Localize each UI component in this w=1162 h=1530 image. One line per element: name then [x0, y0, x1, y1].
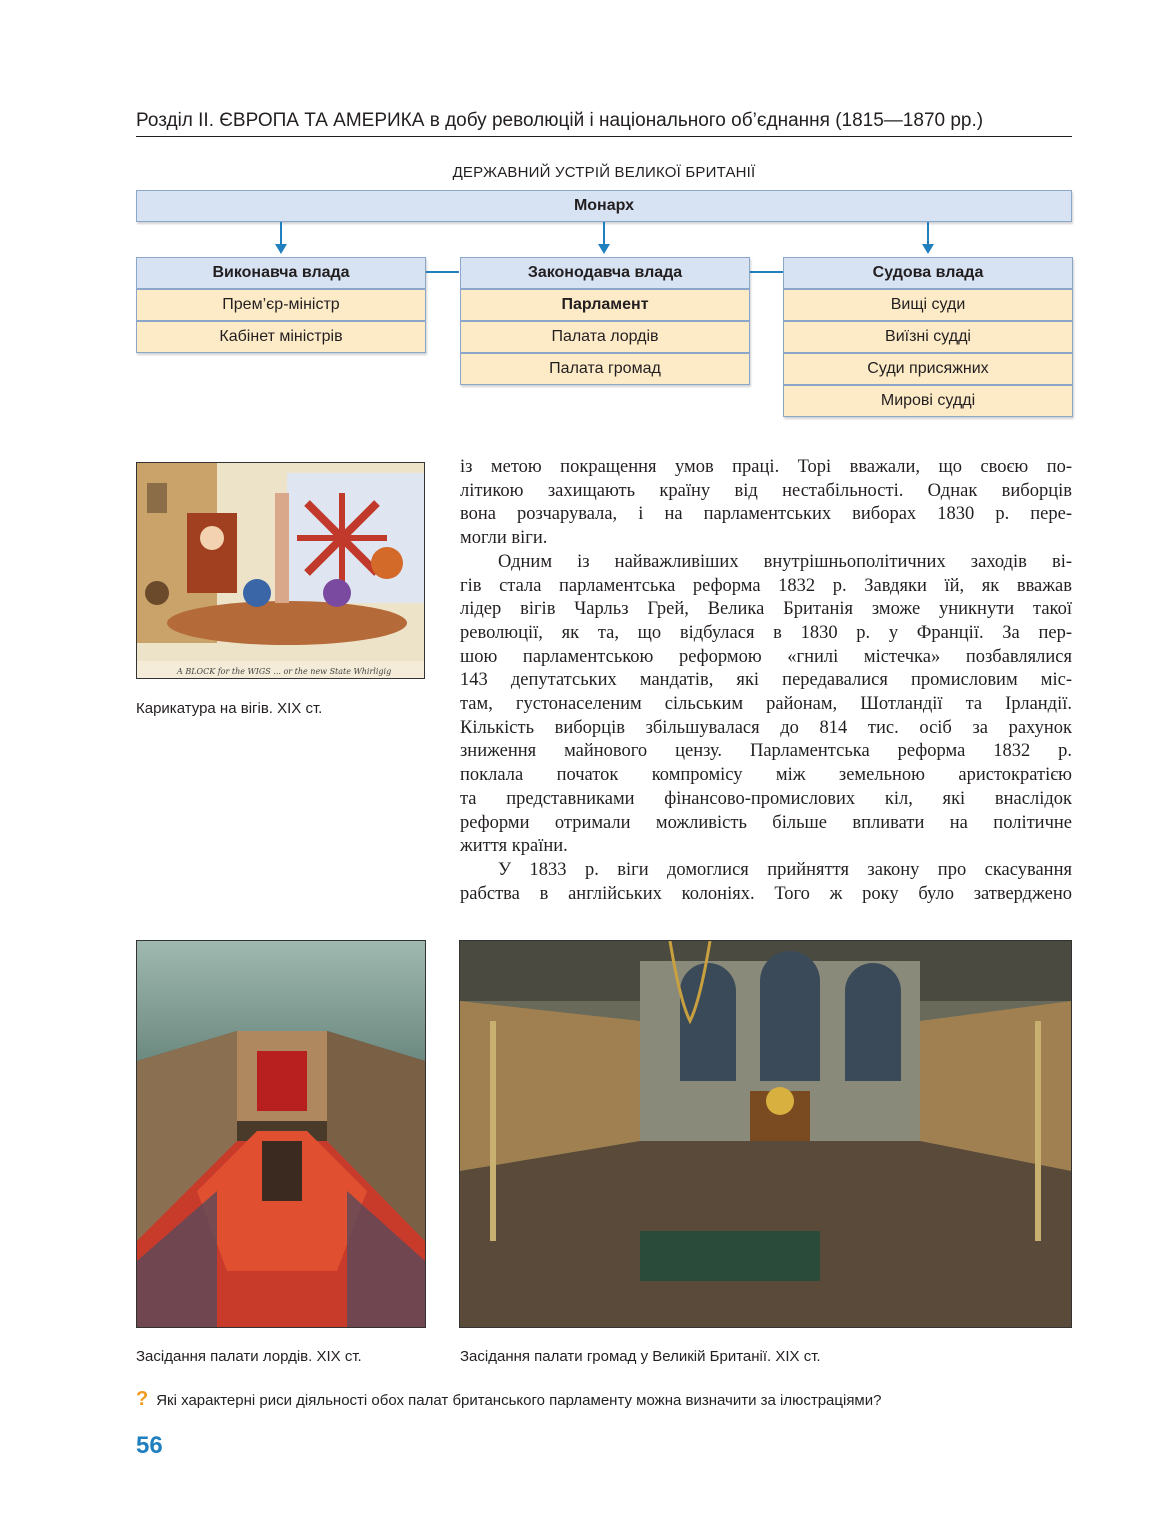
- question: [136, 1388, 1096, 1411]
- judicial-item: Суди присяжних: [783, 353, 1073, 385]
- executive-title: Виконавча влада: [136, 257, 426, 289]
- text-line: рабства в англійських колоніях. Того ж року було затверджено: [460, 883, 1072, 904]
- executive-item: Кабінет міністрів: [136, 321, 426, 353]
- arrow-judicial-line: [927, 222, 929, 246]
- monarch-box: Монарх: [136, 190, 1072, 222]
- question-mark-icon: ?: [136, 1388, 149, 1410]
- text-line: вона розчарувала, і на парламентських виборах 1830 р. пере-: [460, 504, 1072, 525]
- text-line: та представниками фінансово-промислових кіл, які внаслідок: [460, 788, 1072, 809]
- caricature-inscription: A BLOCK for the WIGS ... or the new State Whirligig: [177, 667, 392, 676]
- body-text: [460, 456, 1072, 906]
- judicial-item: Вищі суди: [783, 289, 1073, 321]
- lords-caption: Засідання палати лордів. XIX ст.: [136, 1348, 362, 1365]
- text-line: Одним із найважливіших внутрішньополітичних заходів ві-: [498, 551, 1072, 572]
- text-line: лідер вігів Чарльз Грей, Велика Британія зможе уникнути такої: [460, 599, 1072, 620]
- text-line: реформи отримали можливість більше впливати на політичне: [460, 812, 1072, 833]
- commons-caption: Засідання палати громад у Великій Британії. XIX ст.: [460, 1348, 821, 1365]
- legislative-item: Палата громад: [460, 353, 750, 385]
- question-text: Які характерні риси діяльності обох палат британського парламенту можна визначити за ілюстраціями?: [156, 1392, 882, 1409]
- legislative-item: Парламент: [460, 289, 750, 321]
- legislative-item: Палата лордів: [460, 321, 750, 353]
- text-line: могли віги.: [460, 528, 548, 549]
- house-of-lords-image: [136, 940, 426, 1328]
- arrow-executive-head: [275, 244, 287, 254]
- section-header: Розділ ІІ. ЄВРОПА ТА АМЕРИКА в добу революцій і національного об’єднання (1815—1870 рр.): [136, 108, 1072, 137]
- text-line: із метою покращення умов праці. Торі вважали, що своєю по-: [460, 457, 1072, 477]
- text-line: життя країни.: [460, 836, 568, 857]
- executive-item: Прем’єр-міністр: [136, 289, 426, 321]
- scheme-title: ДЕРЖАВНИЙ УСТРІЙ ВЕЛИКОЇ БРИТАНІЇ: [452, 164, 756, 181]
- text-line: гів стала парламентська реформа 1832 р. Завдяки їй, як вважав: [460, 575, 1072, 596]
- text-line: У 1833 р. віги домоглися прийняття закону про скасування: [498, 859, 1072, 880]
- text-line: там, густонаселеним сільським районам, Шотландії та Ірландії.: [460, 694, 1072, 715]
- text-line: шою парламентською реформою «гнилі містечка» позбавлялися: [460, 646, 1072, 667]
- text-line: поклала початок компромісу між земельною аристократією: [460, 765, 1072, 786]
- connector-leg-jud: [750, 271, 783, 273]
- arrow-judicial-head: [922, 244, 934, 254]
- arrow-legislative-line: [603, 222, 605, 246]
- judicial-title: Судова влада: [783, 257, 1073, 289]
- house-of-commons-image: [459, 940, 1072, 1328]
- judicial-item: Мирові судді: [783, 385, 1073, 417]
- text-line: революції, як та, що відбулася в 1830 р. у Франції. За пер-: [460, 622, 1072, 643]
- text-line: літикою захищають країну від нестабільності. Однак виборців: [460, 480, 1072, 501]
- text-line: зниження майнового цензу. Парламентська реформа 1832 р.: [460, 741, 1072, 762]
- page-number: 56: [136, 1432, 163, 1459]
- legislative-title: Законодавча влада: [460, 257, 750, 289]
- arrow-executive-line: [280, 222, 282, 246]
- connector-exec-leg: [426, 271, 459, 273]
- caricature-image: [136, 462, 425, 679]
- caricature-caption: Карикатура на вігів. XIX ст.: [136, 700, 323, 717]
- arrow-legislative-head: [598, 244, 610, 254]
- text-line: 143 депутатських мандатів, які передавалися промисловим міс-: [460, 670, 1072, 691]
- text-line: Кількість виборців збільшувалася до 814 тис. осіб за рахунок: [460, 717, 1072, 738]
- judicial-item: Виїзні судді: [783, 321, 1073, 353]
